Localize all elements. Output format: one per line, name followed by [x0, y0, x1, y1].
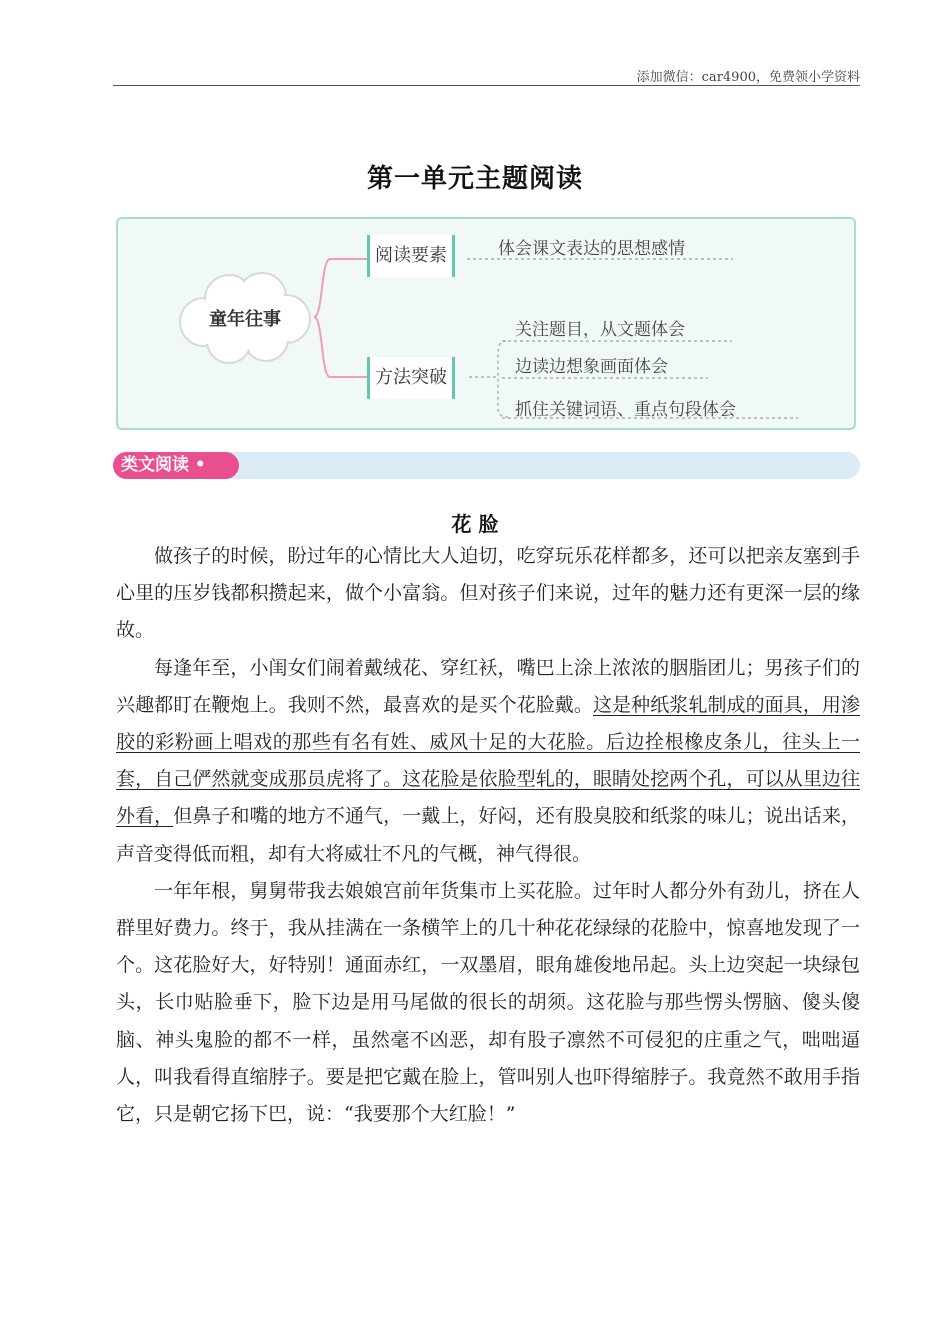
mind-map — [116, 217, 856, 430]
article-title: 花 脸 — [451, 512, 499, 536]
mind-map-center-label: 童年往事 — [209, 309, 281, 330]
paragraph-3: 一年年根，舅舅带我去娘娘宫前年货集市上买花脸。过年时人都分外有劲儿，挤在人群里好费力。终于，我从挂满在一条横竿上的几十种花花绿绿的花脸中，惊喜地发现了一个。这花脸好大，好特别！通面赤红，一双墨眉，眼角雄俊地吊起。头上边突起一块绿包头，长巾贴脸垂下，脸下边是用马尾做的很长的胡须。这花脸与那些愣头愣脑、傻头傻脑、神头鬼脸的都不一样，虽然毫不凶恶，却有股子凛然不可侵犯的庄重之气，咄咄逼人，叫我看得直缩脖子。要是把它戴在脸上，管叫别人也吓得缩脖子。我竟然不敢用手指它，只是朝它扬下巴，说：“我要那个大红脸！” — [116, 879, 860, 1126]
underlined-passage: 这是种纸浆轧制成的面具，用渗胶的彩粉画上唱戏的那些有名有姓、威风十足的大花脸。后边拴根橡皮条儿，往头上一套，自己俨然就变成那员虎将了。这花脸是依脸型轧的，眼睛处挖两个孔，可以从里边往外看， — [116, 693, 860, 828]
paragraph-2 — [116, 650, 860, 873]
leaf-key-words: 抓住关键词语、重点句段体会 — [515, 400, 736, 420]
paragraph-2-start: 每逢年至，小闺女们闹着戴绒花、穿红袄，嘴巴上涂上浓浓的胭脂团儿；男孩子们的兴趣都盯在鞭炮上。我则不然，最喜欢的是买个花脸戴。 — [116, 656, 860, 716]
section-label: 类文阅读 • — [113, 452, 239, 479]
leaf-express-feelings: 体会课文表达的思想感情 — [498, 239, 685, 259]
section-label-text: 类文阅读 — [121, 455, 189, 475]
paragraph-2-end: 但鼻子和嘴的地方不通气，一戴上，好闷，还有股臭胶和纸浆的味儿；说出话来，声音变得低而粗，却有大将威壮不凡的气概，神气得很。 — [116, 805, 860, 865]
leaf-focus-title: 关注题目，从文题体会 — [515, 320, 685, 340]
paragraph-1: 做孩子的时候，盼过年的心情比大人迫切，吃穿玩乐花样都多，还可以把亲友塞到手心里的压岁钱都积攒起来，做个小富翁。但对孩子们来说，过年的魅力还有更深一层的缘故。 — [116, 545, 860, 642]
page-title: 第一单元主题阅读 — [366, 164, 583, 194]
branch-methods: 方法突破 — [367, 357, 455, 399]
article-body — [116, 538, 860, 1133]
header-note: 添加微信：car4900，免费领小学资料 — [636, 70, 860, 85]
branch-reading-elements: 阅读要素 — [367, 235, 455, 277]
header-divider — [113, 85, 860, 86]
leaf-imagine-scene: 边读边想象画面体会 — [515, 357, 668, 377]
